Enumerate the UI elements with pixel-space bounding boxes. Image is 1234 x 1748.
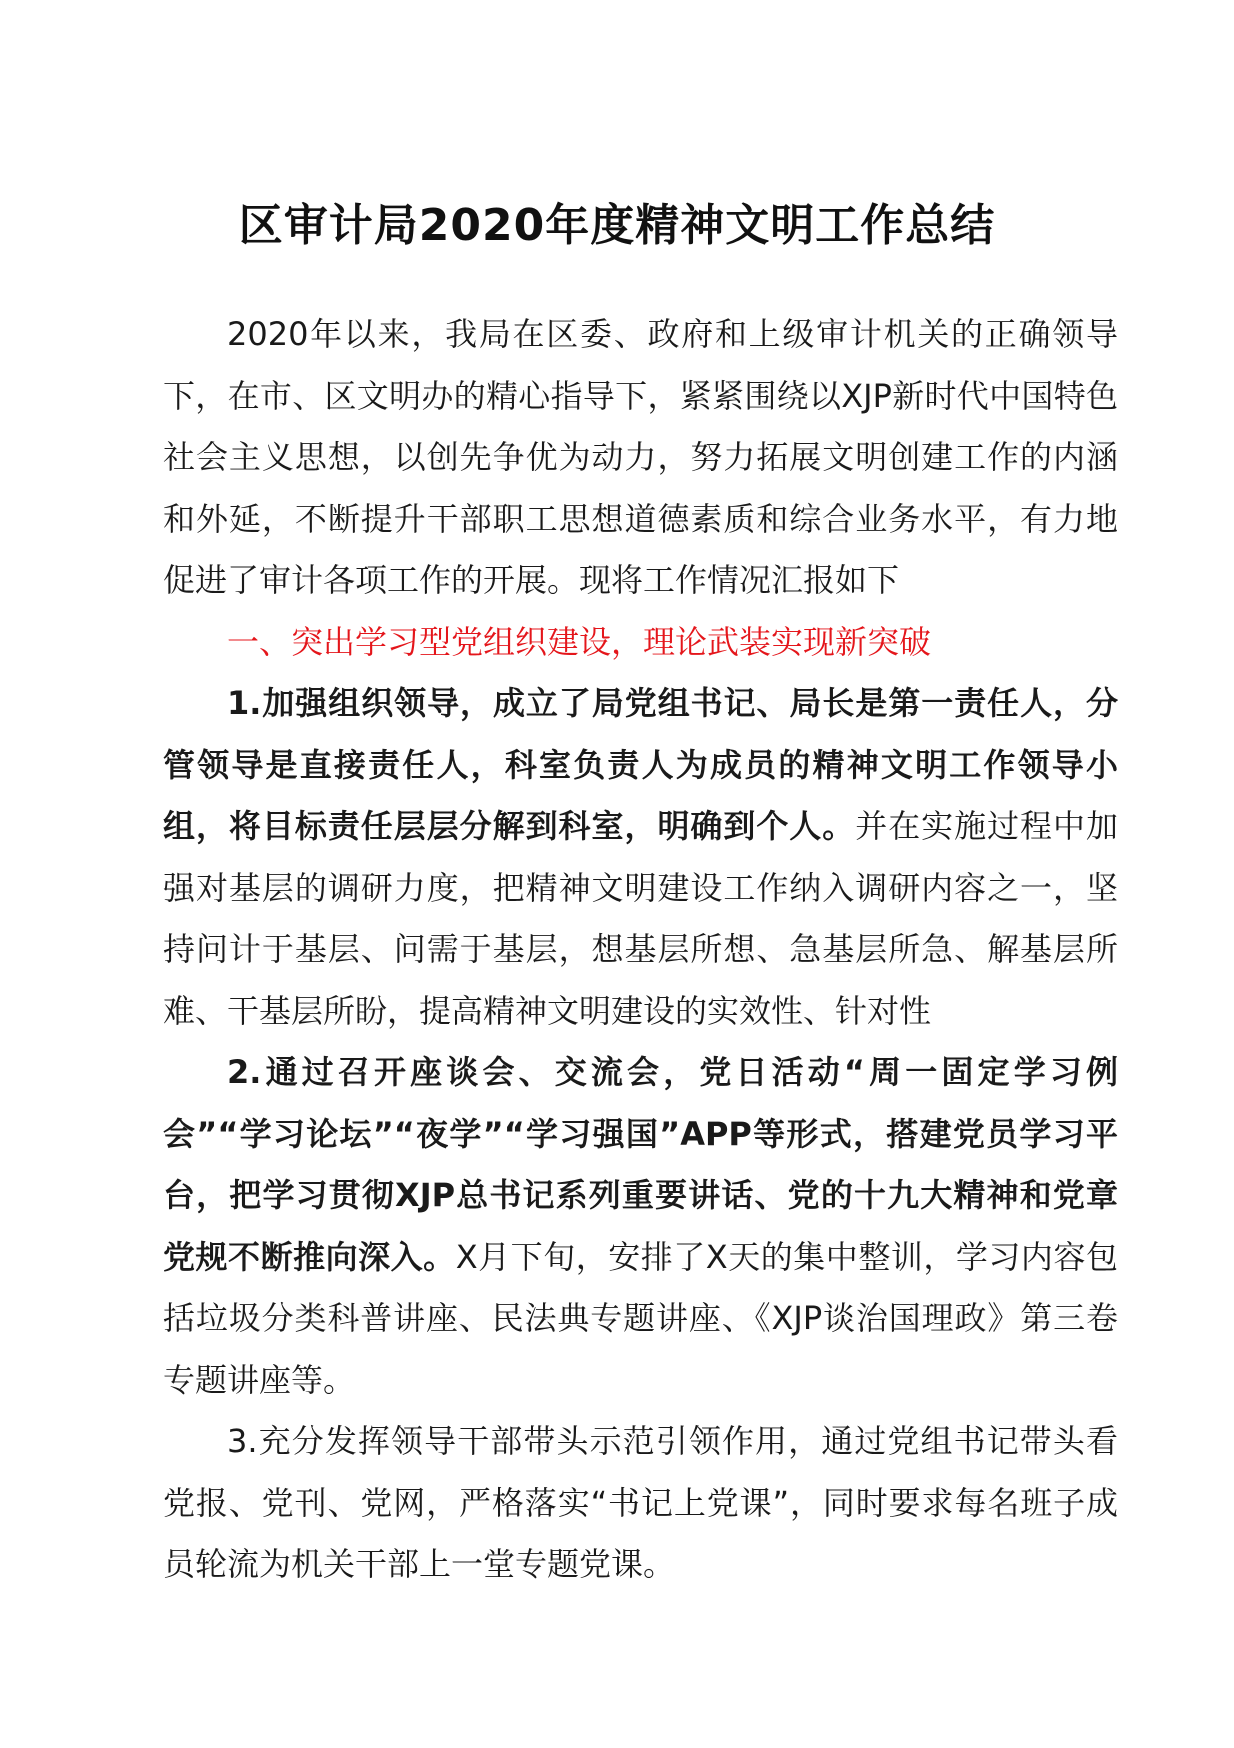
item-2-paragraph [163,1042,1118,1411]
item-1-text: 并在实施过程中加强对基层的调研力度，把精神文明建设工作纳入调研内容之一，坚持问计于基层、问需于基层，想基层所想、急基层所急、解基层所难、干基层所盼，提高精神文明建设的实效性、针对性 [163,807,1118,1030]
intro-paragraph: 2020年以来，我局在区委、政府和上级审计机关的正确领导下，在市、区文明办的精心指导下，紧紧围绕以XJP新时代中国特色社会主义思想，以创先争优为动力，努力拓展文明创建工作的内涵和外延，不断提升干部职工思想道德素质和综合业务水平，有力地促进了审计各项工作的开展。现将工作情况汇报如下 [163,315,1118,599]
item-2-text: X月下旬，安排了X天的集中整训，学习内容包括垃圾分类科普讲座、民法典专题讲座、《XJP谈治国理政》第三卷专题讲座等。 [163,1237,1118,1399]
item-1-bold-lead: 1.加强组织领导，成立了局党组书记、局长是第一责任人，分管领导是直接责任人，科室负责人为成员的精神文明工作领导小组，将目标责任层层分解到科室，明确到个人。 [163,684,1118,845]
section-heading-1: 一、突出学习型党组织建设，理论武装实现新突破 [227,622,932,661]
item-2-bold-lead: 2.通过召开座谈会、交流会，党日活动“周一固定学习例会”“学习论坛”“夜学”“学习强国”APP等形式，搭建党员学习平台，把学习贯彻XJP总书记系列重要讲话、党的十九大精神和党章党规不断推向深入。 [163,1053,1118,1276]
document-body [163,304,1118,1596]
item-1-paragraph [163,673,1118,1042]
item-3-paragraph: 3.充分发挥领导干部带头示范引领作用，通过党组书记带头看党报、党刊、党网，严格落实“书记上党课”，同时要求每名班子成员轮流为机关干部上一堂专题党课。 [163,1422,1118,1583]
document-title: 区审计局2020年度精神文明工作总结 [238,200,996,251]
